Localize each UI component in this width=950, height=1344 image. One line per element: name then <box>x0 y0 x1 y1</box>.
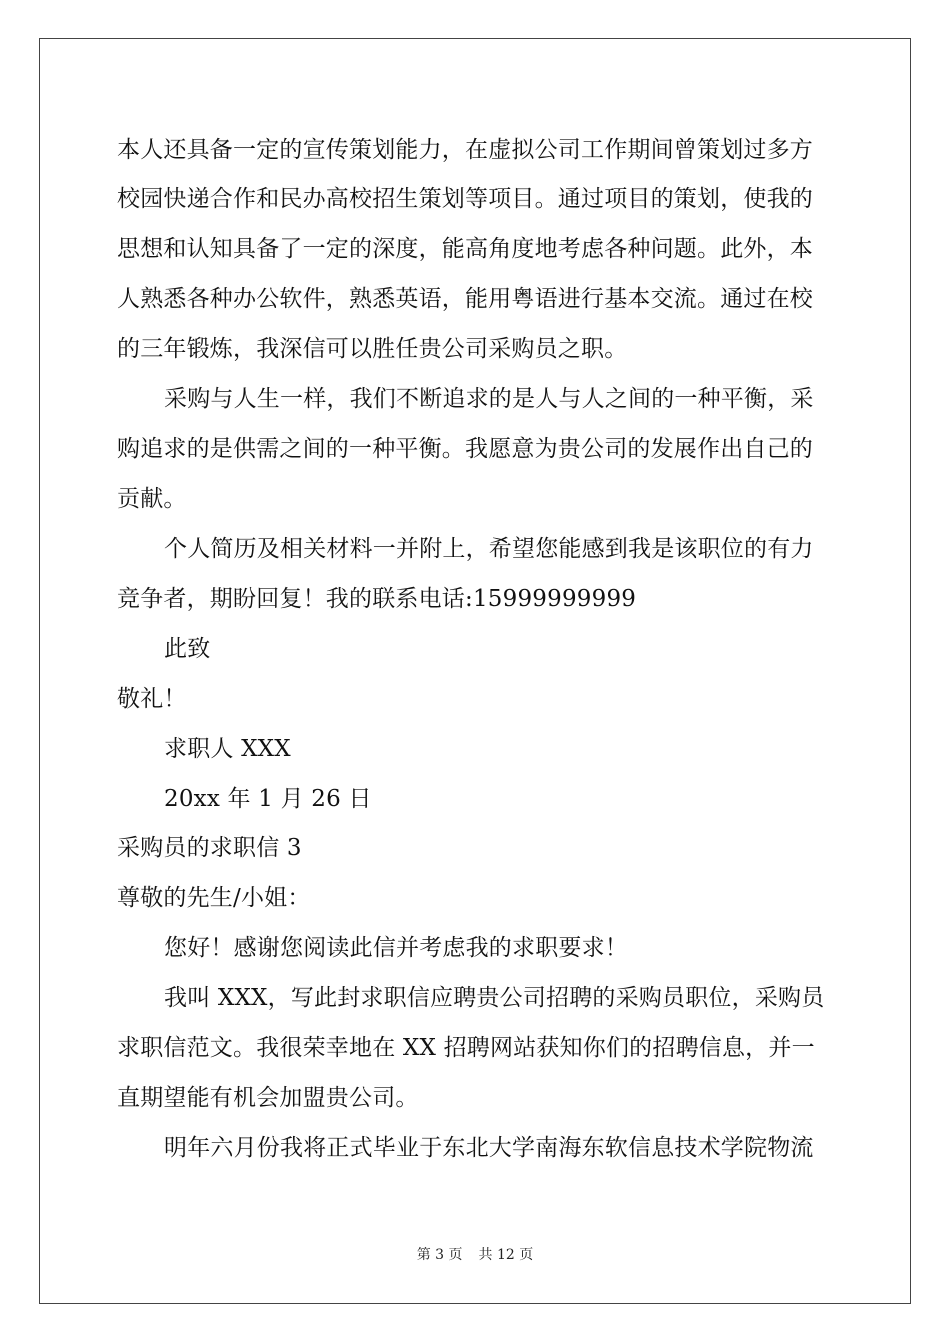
paragraph-line: 直期望能有机会加盟贵公司。 <box>117 1085 419 1111</box>
paragraph-line: 人熟悉各种办公软件，熟悉英语，能用粤语进行基本交流。通过在校 <box>117 286 813 312</box>
paragraph-line: 个人简历及相关材料一并附上，希望您能感到我是该职位的有力 <box>164 536 814 562</box>
paragraph-line: 本人还具备一定的宣传策划能力，在虚拟公司工作期间曾策划过多方 <box>117 137 813 163</box>
closing-salutation: 此致 <box>164 636 211 662</box>
page-border <box>39 38 911 1304</box>
paragraph-line: 您好！感谢您阅读此信并考虑我的求职要求！ <box>164 935 628 961</box>
paragraph-line: 的三年锻炼，我深信可以胜任贵公司采购员之职。 <box>117 336 628 362</box>
paragraph-line: 求职信范文。我很荣幸地在 XX 招聘网站获知你们的招聘信息，并一 <box>117 1035 815 1061</box>
date: 20xx 年 1 月 26 日 <box>164 786 372 812</box>
paragraph-line: 采购与人生一样，我们不断追求的是人与人之间的一种平衡，采 <box>164 386 814 412</box>
page-footer <box>0 1246 950 1264</box>
signature: 求职人 XXX <box>164 736 291 762</box>
paragraph-line: 贡献。 <box>117 486 187 512</box>
paragraph-line: 校园快递合作和民办高校招生策划等项目。通过项目的策划，使我的 <box>117 186 813 212</box>
paragraph-line: 我叫 XXX，写此封求职信应聘贵公司招聘的采购员职位，采购员 <box>164 985 825 1011</box>
page-total: 共 12 页 <box>478 1247 534 1263</box>
paragraph-line: 明年六月份我将正式毕业于东北大学南海东软信息技术学院物流 <box>164 1135 814 1161</box>
closing-regards: 敬礼！ <box>117 686 187 712</box>
paragraph-line: 购追求的是供需之间的一种平衡。我愿意为贵公司的发展作出自己的 <box>117 436 813 462</box>
paragraph-line: 竞争者，期盼回复！我的联系电话:15999999999 <box>117 586 637 612</box>
page-number: 第 3 页 <box>416 1247 463 1263</box>
section-title: 采购员的求职信 3 <box>117 835 302 861</box>
greeting: 尊敬的先生/小姐： <box>117 885 311 911</box>
paragraph-line: 思想和认知具备了一定的深度，能高角度地考虑各种问题。此外，本 <box>117 236 813 262</box>
